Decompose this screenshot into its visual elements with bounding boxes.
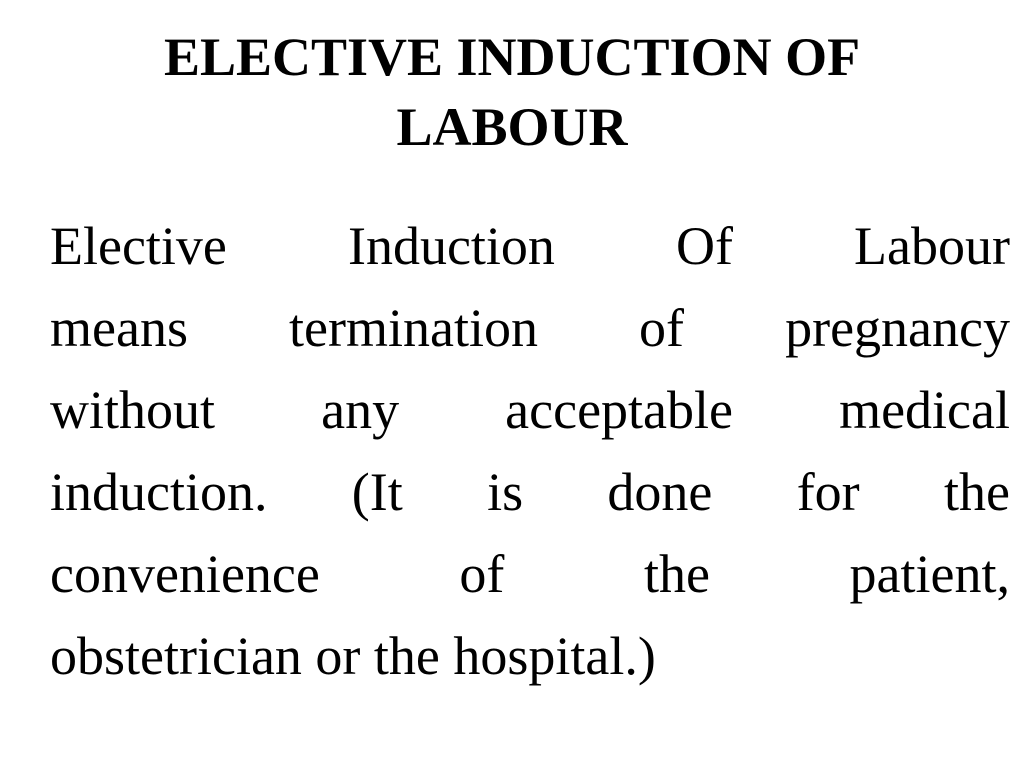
title-line-1: ELECTIVE INDUCTION OF <box>163 27 861 87</box>
paragraph-line-2 <box>50 287 1010 369</box>
paragraph-line-1 <box>50 205 1010 287</box>
paragraph-line-5 <box>50 533 1010 615</box>
word: patient, <box>849 544 1010 604</box>
slide-title <box>0 22 1024 162</box>
word: means <box>50 298 188 358</box>
word: obstetrician or the hospital.) <box>50 626 656 686</box>
word: for <box>796 462 860 522</box>
paragraph-line-3 <box>50 369 1010 451</box>
paragraph-line-4 <box>50 451 1010 533</box>
word: any <box>321 380 400 440</box>
word: acceptable <box>505 380 733 440</box>
word: without <box>50 380 216 440</box>
word: medical <box>839 380 1010 440</box>
word: induction. <box>50 462 268 522</box>
word: the <box>643 544 710 604</box>
word: done <box>607 462 713 522</box>
paragraph <box>50 205 1010 697</box>
word: the <box>943 462 1010 522</box>
word: Induction <box>347 216 555 276</box>
word: termination <box>289 298 538 358</box>
paragraph-line-6 <box>50 615 1010 697</box>
word: is <box>487 462 524 522</box>
word: Labour <box>854 216 1010 276</box>
word: of <box>459 544 505 604</box>
word: of <box>639 298 685 358</box>
word: Elective <box>50 216 227 276</box>
word: convenience <box>50 544 320 604</box>
word: (It <box>351 462 403 522</box>
word: Of <box>676 216 733 276</box>
word: pregnancy <box>785 298 1010 358</box>
title-line-2: LABOUR <box>396 97 628 157</box>
